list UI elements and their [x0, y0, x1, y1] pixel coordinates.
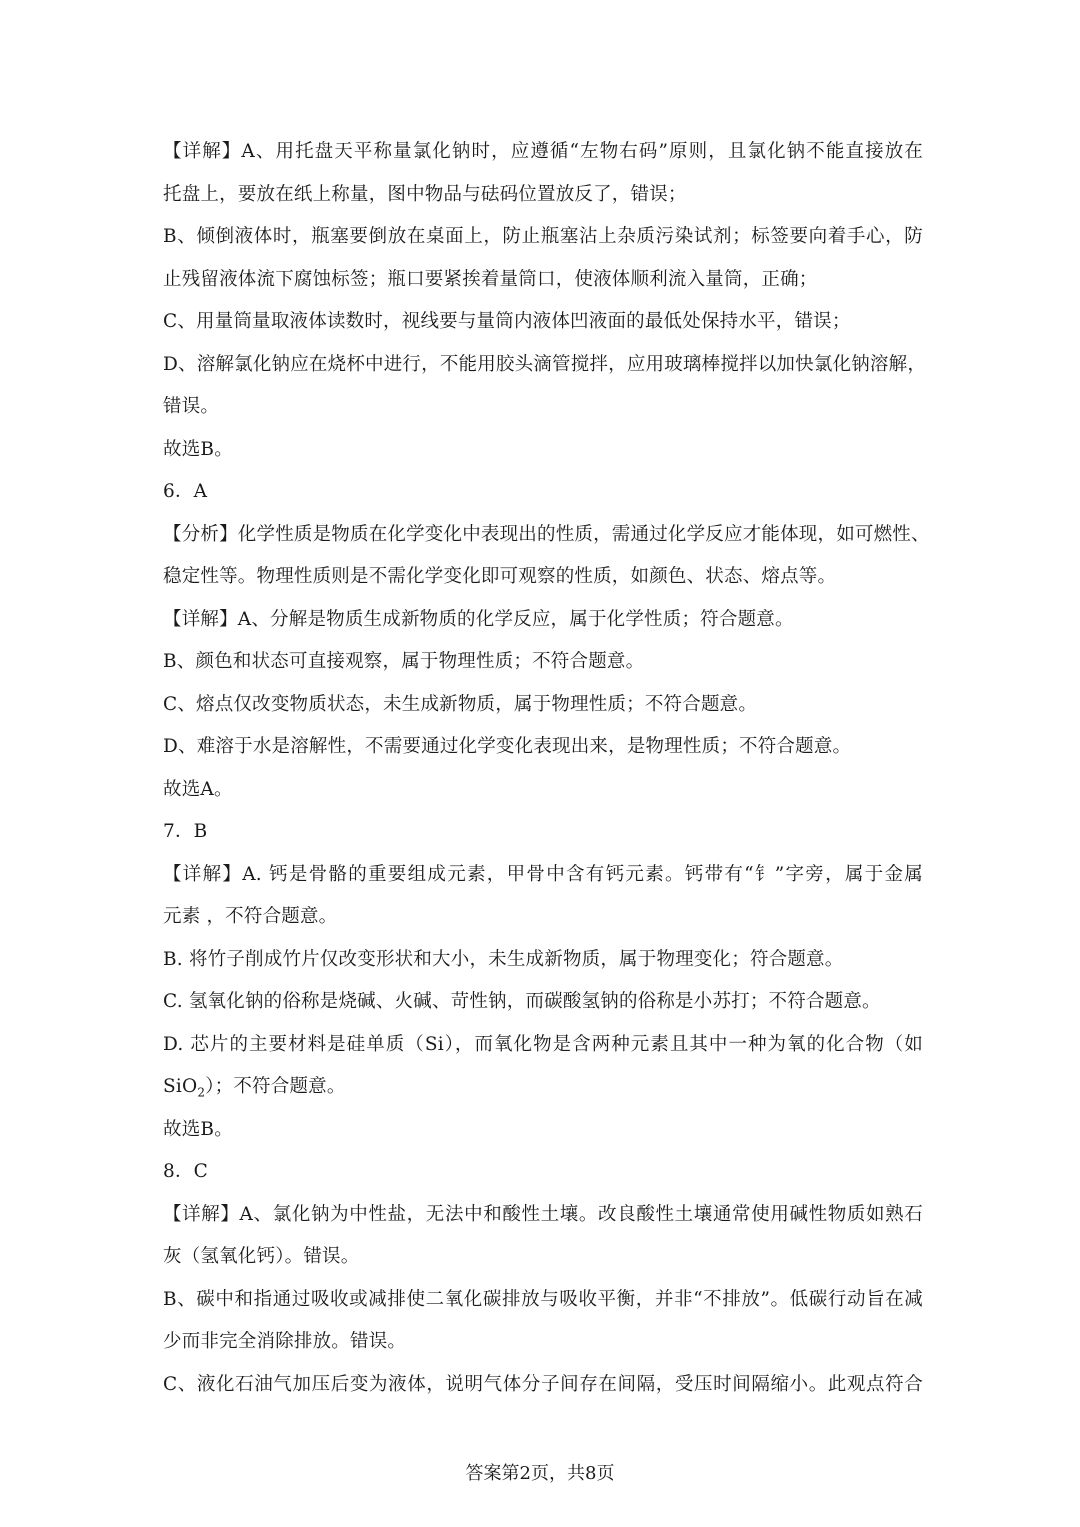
text-line: B、倾倒液体时，瓶塞要倒放在桌面上，防止瓶塞沾上杂质污染试剂；标签要向着手心，防 — [163, 226, 923, 247]
question-number: 8．C — [163, 1161, 209, 1182]
text-line: 【详解】A、氯化钠为中性盐，无法中和酸性土壤。改良酸性土壤通常使用碱性物质如熟石 — [163, 1203, 923, 1225]
text-line: 元素 ，不符合题意。 — [163, 906, 338, 927]
text-line: 【详解】A. 钙是骨骼的重要组成元素，甲骨中含有钙元素。钙带有“钅”字旁，属于金属 — [163, 863, 923, 885]
text-line: C、熔点仅改变物质状态，未生成新物质，属于物理性质；不符合题意。 — [163, 693, 758, 715]
answer-content — [163, 131, 930, 1406]
text-line: 故选B。 — [163, 438, 233, 460]
text-line: B、颜色和状态可直接观察，属于物理性质；不符合题意。 — [163, 651, 645, 672]
text-line: B、碳中和指通过吸收或减排使二氧化碳排放与吸收平衡，并非“不排放”。低碳行动旨在减 — [163, 1288, 923, 1310]
text-line: 少而非完全消除排放。错误。 — [163, 1331, 407, 1352]
text-line: 错误。 — [163, 396, 220, 417]
formula-rest: ）；不符合题意。 — [205, 1076, 346, 1097]
text-line-formula — [163, 1066, 923, 1109]
question-number: 7．B — [163, 821, 208, 842]
text-line: B. 将竹子削成竹片仅改变形状和大小，未生成新物质，属于物理变化；符合题意。 — [163, 948, 844, 970]
page-footer: 答案第2页，共8页 — [465, 1463, 615, 1484]
text-line: D、难溶于水是溶解性，不需要通过化学变化表现出来，是物理性质；不符合题意。 — [163, 736, 852, 757]
formula-subscript: 2 — [197, 1085, 206, 1100]
text-line: 稳定性等。物理性质则是不需化学变化即可观察的性质，如颜色、状态、熔点等。 — [163, 566, 837, 587]
question-number: 6．A — [163, 481, 208, 502]
text-line: C、用量筒量取液体读数时，视线要与量筒内液体凹液面的最低处保持水平，错误； — [163, 311, 851, 332]
text-line: D. 芯片的主要材料是硅单质（Si），而氧化物是含两种元素且其中一种为氧的化合物（如 — [163, 1033, 923, 1055]
text-line: 【详解】A、分解是物质生成新物质的化学反应，属于化学性质；符合题意。 — [163, 608, 794, 630]
formula-main: SiO — [163, 1076, 198, 1097]
text-line: D、溶解氯化钠应在烧杯中进行，不能用胶头滴管搅拌，应用玻璃棒搅拌以加快氯化钠溶解， — [163, 353, 927, 375]
text-line: 灰（氢氧化钙）。错误。 — [163, 1246, 360, 1267]
text-line: 【分析】化学性质是物质在化学变化中表现出的性质，需通过化学反应才能体现，如可燃性、 — [163, 523, 930, 545]
text-line: C、液化石油气加压后变为液体，说明气体分子间存在间隔，受压时间隔缩小。此观点符合 — [163, 1373, 923, 1395]
text-line: C. 氢氧化钠的俗称是烧碱、火碱、苛性钠，而碳酸氢钠的俗称是小苏打；不符合题意。 — [163, 991, 881, 1012]
text-line: 托盘上，要放在纸上称量，图中物品与砝码位置放反了，错误； — [163, 183, 687, 205]
text-line: 止残留液体流下腐蚀标签；瓶口要紧挨着量筒口，使液体顺利流入量筒，正确； — [163, 268, 818, 290]
text-line: 【详解】A、用托盘天平称量氯化钠时，应遵循“左物右码”原则，且氯化钠不能直接放在 — [163, 141, 923, 162]
text-line: 故选B。 — [163, 1118, 233, 1140]
text-line: 故选A。 — [163, 778, 233, 800]
